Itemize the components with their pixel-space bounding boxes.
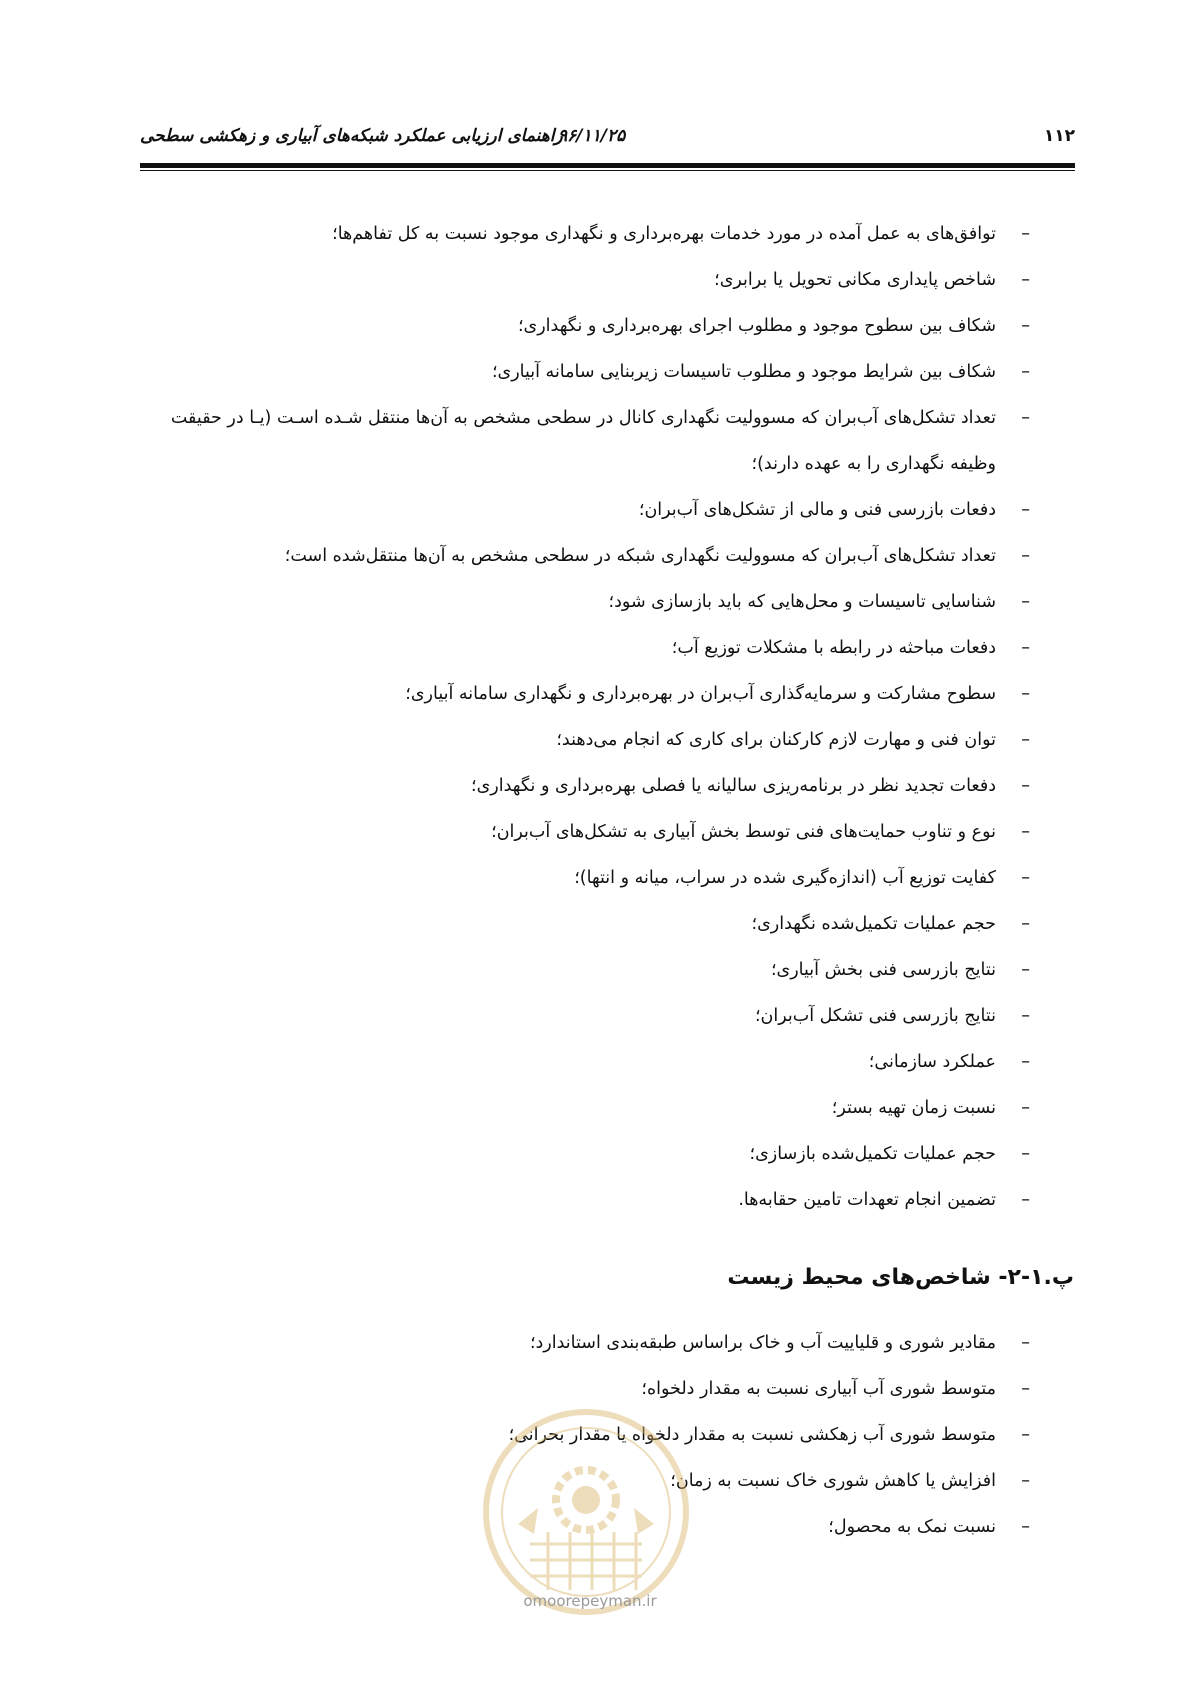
header-rule-thin [140, 170, 1075, 171]
section-heading-environment: پ.۱-۲- شاخص‌های محیط زیست [727, 1265, 1074, 1290]
list-item [140, 809, 1030, 855]
list-item-text: مقادیر شوری و قلیاییت آب و خاک براساس طبقه‌بندی استاندارد؛ [529, 1333, 996, 1353]
dash-bullet: – [1021, 592, 1030, 612]
list-item [140, 1177, 1030, 1223]
list-item [140, 671, 1030, 717]
dash-bullet: – [1021, 776, 1030, 796]
list-item [140, 717, 1030, 763]
watermark-seal-icon [478, 1404, 694, 1620]
dash-bullet: – [1021, 730, 1030, 750]
list-item-text: شکاف بین شرایط موجود و مطلوب تاسیسات زیربنایی سامانه آبیاری؛ [491, 362, 996, 382]
list-item [140, 395, 1030, 487]
dash-bullet: – [1021, 822, 1030, 842]
list-item-text: افزایش یا کاهش شوری خاک نسبت به زمان؛ [670, 1471, 996, 1491]
page-header [140, 126, 1075, 152]
dash-bullet: – [1021, 1006, 1030, 1026]
list-item-text: تعداد تشکل‌های آب‌بران که مسوولیت نگهداری شبکه در سطحی مشخص به آن‌ها منتقل‌شده است؛ [284, 546, 996, 566]
list-item-text: توافق‌های به عمل آمده در مورد خدمات بهره‌برداری و نگهداری موجود نسبت به کل تفاهم‌ها؛ [332, 224, 996, 244]
dash-bullet: – [1021, 1333, 1030, 1353]
dash-bullet: – [1021, 316, 1030, 336]
header-rule-thick [140, 163, 1075, 168]
dash-bullet: – [1021, 546, 1030, 566]
list-item-text: متوسط شوری آب آبیاری نسبت به مقدار دلخواه؛ [641, 1379, 996, 1399]
list-item [140, 855, 1030, 901]
list-item-text: تضمین انجام تعهدات تامین حقابه‌ها. [738, 1190, 996, 1210]
dash-bullet: – [1021, 638, 1030, 658]
list-item-text: نتایج بازرسی فنی بخش آبیاری؛ [770, 960, 996, 980]
dash-bullet: – [1021, 960, 1030, 980]
list-item-text: متوسط شوری آب زهکشی نسبت به مقدار دلخواه یا مقدار بحرانی؛ [508, 1425, 996, 1445]
dash-bullet: – [1021, 1098, 1030, 1118]
list-item-text: شاخص پایداری مکانی تحویل یا برابری؛ [714, 270, 996, 290]
list-item-text: عملکرد سازمانی؛ [868, 1052, 996, 1072]
dash-bullet: – [1021, 270, 1030, 290]
dash-bullet: – [1021, 500, 1030, 520]
header-date: ۹۶/۱۱/۲۵ [558, 126, 626, 146]
list-item-text: نوع و تناوب حمایت‌های فنی توسط بخش آبیاری به تشکل‌های آب‌بران؛ [491, 822, 996, 842]
dash-bullet: – [1021, 1517, 1030, 1537]
list-item-text: حجم عملیات تکمیل‌شده بازسازی؛ [749, 1144, 996, 1164]
list-item-text: شناسایی تاسیسات و محل‌هایی که باید بازسازی شود؛ [608, 592, 996, 612]
list-item [140, 257, 1030, 303]
list-item-text: دفعات بازرسی فنی و مالی از تشکل‌های آب‌بران؛ [638, 500, 996, 520]
list-item-text: دفعات مباحثه در رابطه با مشکلات توزیع آب؛ [671, 638, 996, 658]
dash-bullet: – [1021, 1144, 1030, 1164]
dash-bullet: – [1021, 1425, 1030, 1445]
dash-bullet: – [1021, 224, 1030, 244]
list-item [140, 1320, 1030, 1366]
list-item [140, 901, 1030, 947]
list-item [140, 349, 1030, 395]
list-item-text: دفعات تجدید نظر در برنامه‌ریزی سالیانه یا فصلی بهره‌برداری و نگهداری؛ [471, 776, 996, 796]
page-number: ۱۱۲ [1043, 126, 1075, 146]
dash-bullet: – [1021, 1190, 1030, 1210]
list-item [140, 211, 1030, 257]
list-item [140, 625, 1030, 671]
list-item-text: نتایج بازرسی فنی تشکل آب‌بران؛ [754, 1006, 996, 1026]
list-item [140, 947, 1030, 993]
dash-bullet: – [1021, 1471, 1030, 1491]
header-title: راهنمای ارزیابی عملکرد شبکه‌های آبیاری و زهکشی سطحی [140, 126, 563, 146]
list-item [140, 763, 1030, 809]
dash-bullet: – [1021, 868, 1030, 888]
list-item-text: سطوح مشارکت و سرمایه‌گذاری آب‌بران در بهره‌برداری و نگهداری سامانه آبیاری؛ [405, 684, 996, 704]
dash-bullet: – [1021, 914, 1030, 934]
list-item [140, 579, 1030, 625]
watermark-site-text: omoorepeyman.ir [523, 1592, 657, 1610]
list-item-text: توان فنی و مهارت لازم کارکنان برای کاری که انجام می‌دهند؛ [556, 730, 996, 750]
list-item-text: کفایت توزیع آب (اندازه‌گیری شده در سراب، میانه و انتها)؛ [574, 868, 996, 888]
list-item-text: حجم عملیات تکمیل‌شده نگهداری؛ [751, 914, 996, 934]
list-item-text: تعداد تشکل‌های آب‌بران که مسوولیت نگهداری کانال در سطحی مشخص به آن‌ها منتقل شـده اسـت (یـا در حقیقت وظیفه نگهداری را به عهده دارند)؛ [170, 408, 996, 474]
list-item [140, 487, 1030, 533]
dash-bullet: – [1021, 1379, 1030, 1399]
dash-bullet: – [1021, 362, 1030, 382]
list-item-text: شکاف بین سطوح موجود و مطلوب اجرای بهره‌برداری و نگهداری؛ [517, 316, 996, 336]
dash-bullet: – [1021, 1052, 1030, 1072]
list-item [140, 1131, 1030, 1177]
dash-bullet: – [1021, 408, 1030, 428]
list-item [140, 1085, 1030, 1131]
list-item [140, 303, 1030, 349]
list-item [140, 533, 1030, 579]
indicator-list-operation [140, 211, 1030, 1223]
dash-bullet: – [1021, 684, 1030, 704]
list-item [140, 1039, 1030, 1085]
list-item-text: نسبت نمک به محصول؛ [828, 1517, 996, 1537]
list-item [140, 993, 1030, 1039]
list-item-text: نسبت زمان تهیه بستر؛ [831, 1098, 996, 1118]
